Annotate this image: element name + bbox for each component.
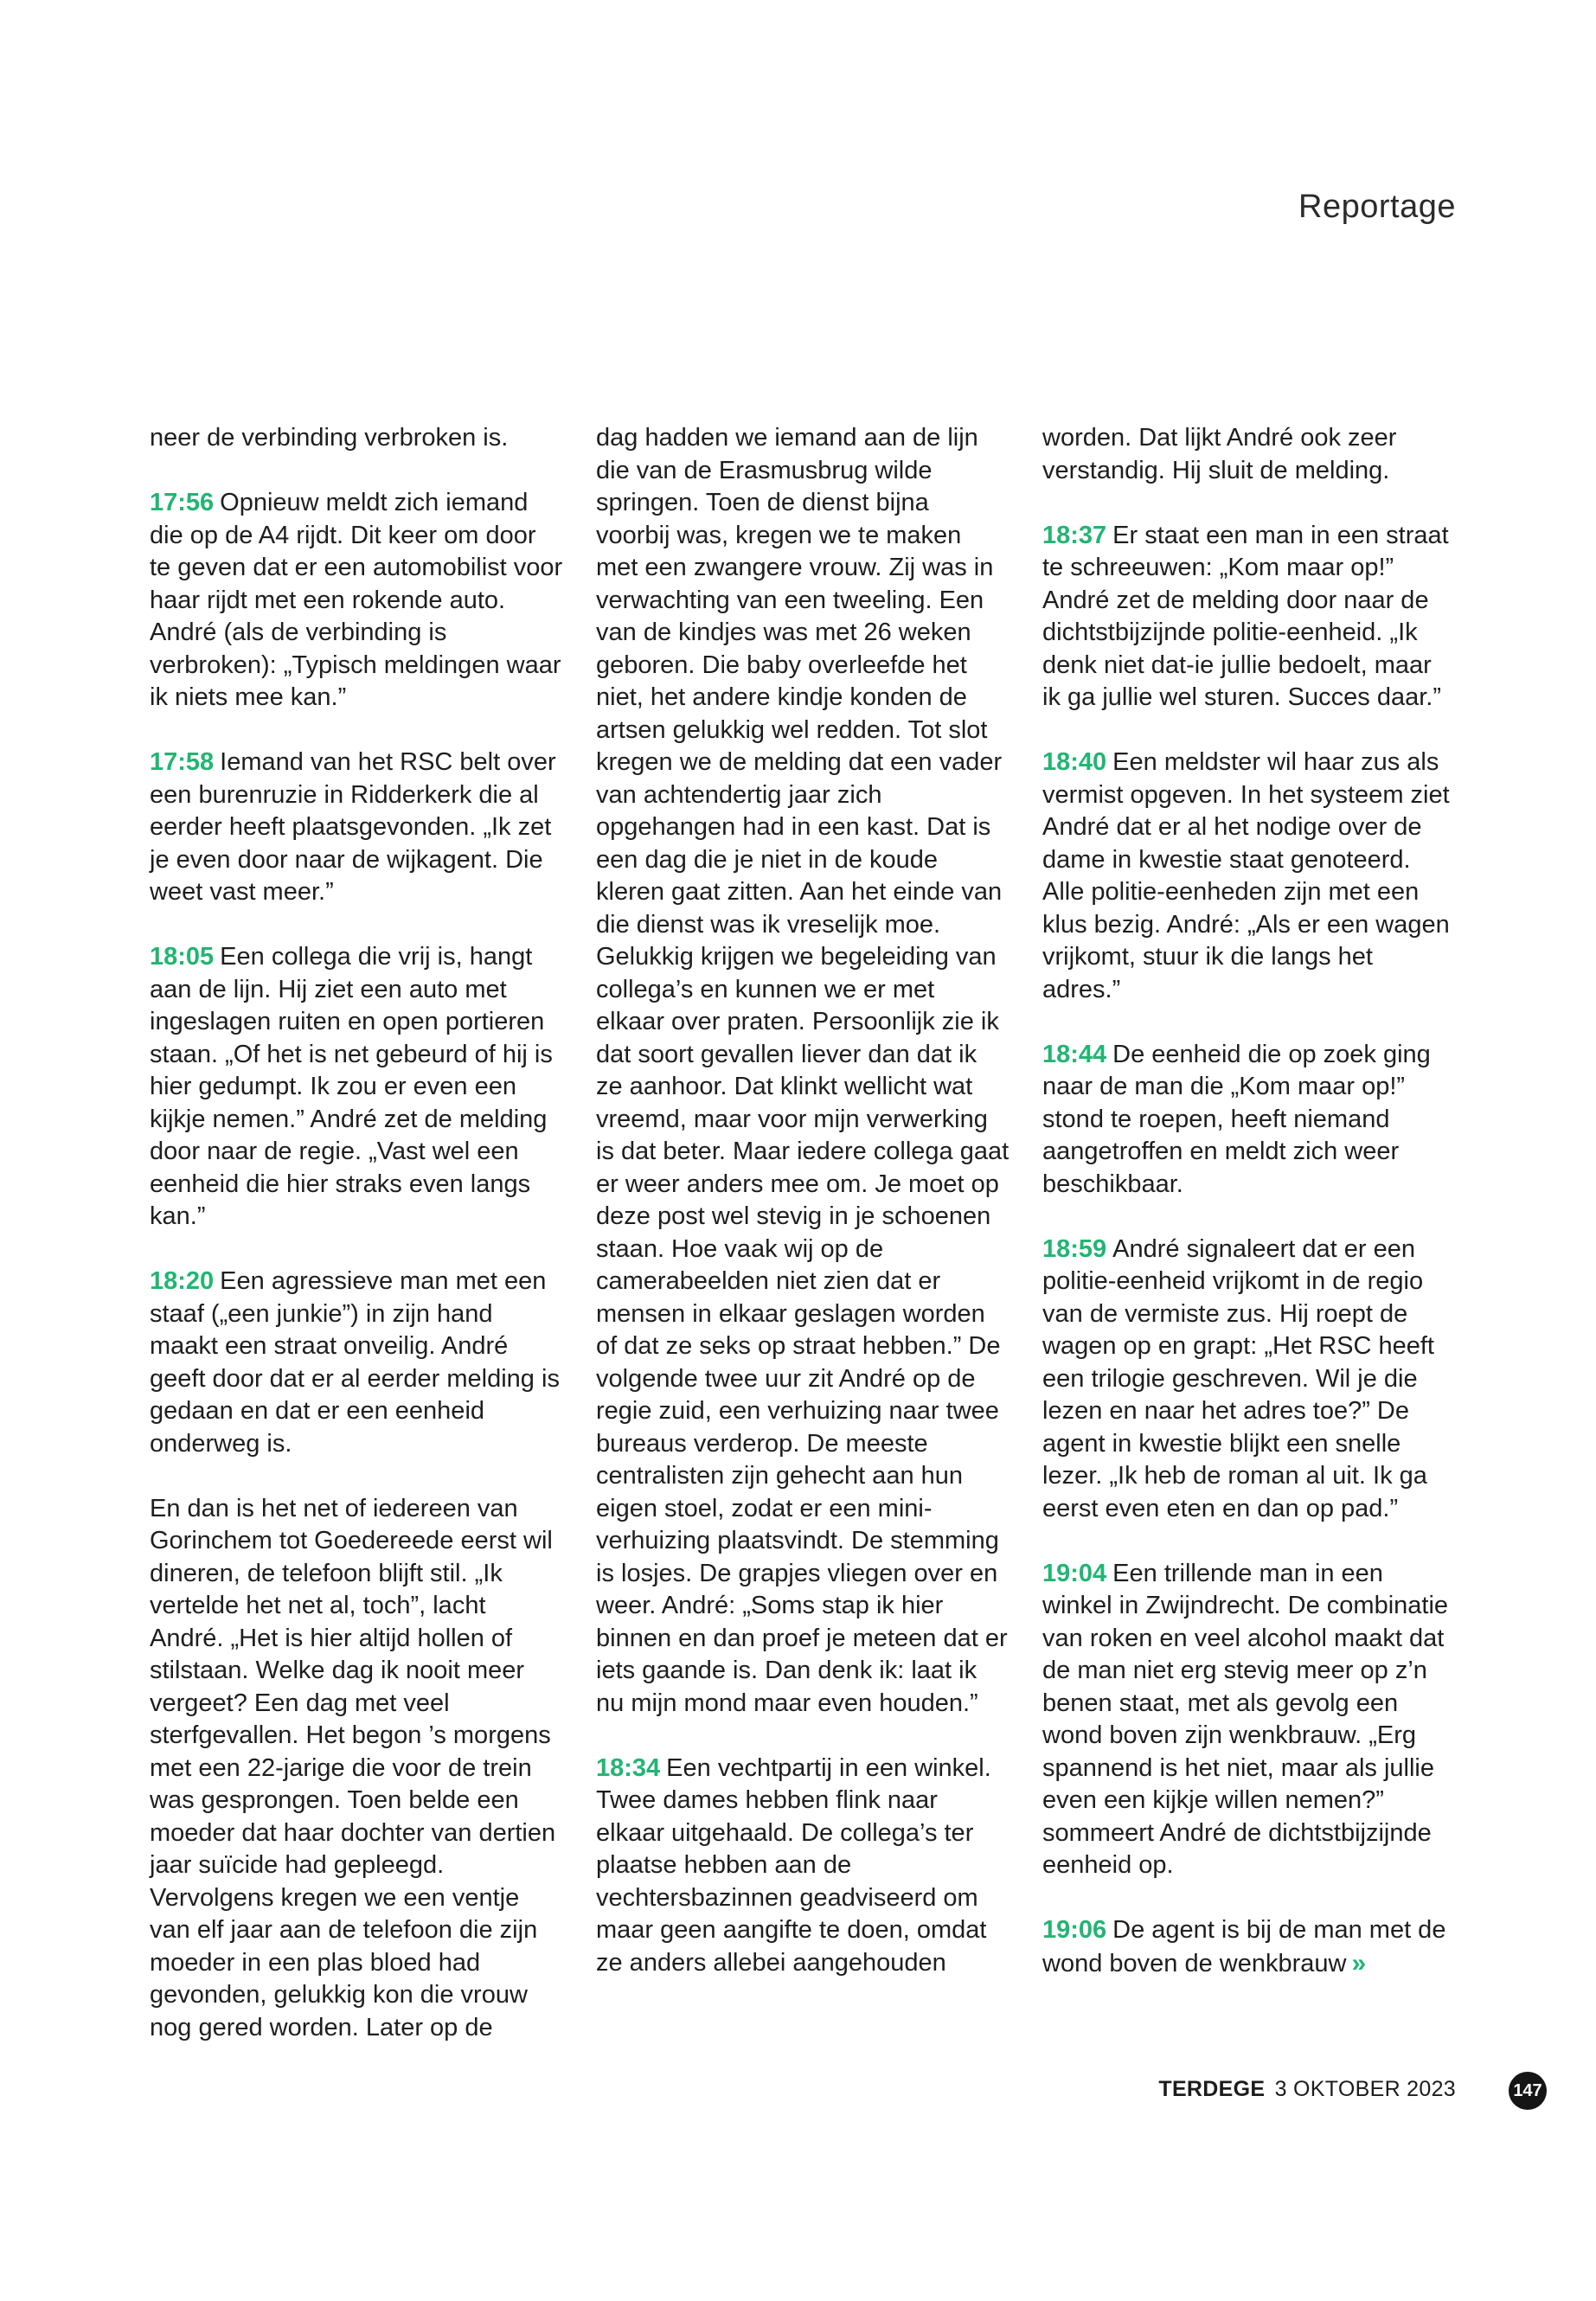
timestamp-entry: [1042, 747, 1456, 1006]
timestamp-entry: [150, 487, 563, 715]
timestamp: 18:05: [150, 943, 215, 971]
timestamp: 17:58: [150, 748, 215, 776]
paragraph: [596, 422, 1010, 1720]
page-footer: [1158, 2077, 1456, 2102]
timestamp-entry: [1042, 1558, 1456, 1882]
timestamp-entry: [596, 1753, 1010, 1980]
paragraph-text: dag hadden we iemand aan de lijn die van de Erasmusbrug wilde springen. Toen de dienst bijna voorbij was, kregen we te maken met een zwangere vrouw. Zij was in verwachting van een tweeling. Een van de kindjes was met 26 weken geboren. Die baby overleefde het niet, het andere kindje konden de artsen gelukkig wel redden. Tot slot kregen we de melding dat een vader van achtendertig jaar zich opgehangen had in een kast. Dat is een dag die je niet in de koude kleren gaat zitten. Aan het einde van die dienst was ik vreselijk moe. Gelukkig krijgen we begeleiding van collega’s en kunnen we er met elkaar over praten. Persoonlijk zie ik dat soort gevallen liever dan dat ik ze aanhoor. Dat klinkt wellicht wat vreemd, maar voor mijn verwerking is dat beter. Maar iedere collega gaat er weer anders mee om. Je moet op deze post wel stevig in je schoenen staan. Hoe vaak wij op de camerabeelden niet zien dat er mensen in elkaar geslagen worden of dat ze seks op straat hebben.” De volgende twee uur zit André op de regie zuid, een verhuizing naar twee bureaus verderop. De meeste centralisten zijn gehecht aan hun eigen stoel, zodat er een mini-verhuizing plaatsvindt. De stemming is losjes. De grapjes vliegen over en weer. André: „Soms stap ik hier binnen en dan proef je meteen dat er iets gaande is. Dan denk ik: laat ik nu mijn mond maar even houden.”: [596, 424, 1010, 1717]
timestamp-entry: [150, 1266, 563, 1460]
timestamp: 17:56: [150, 489, 215, 516]
entry-text: Opnieuw meldt zich iemand die op de A4 rijdt. Dit keer om door te geven dat er een automobilist voor haar rijdt met een rokende auto. André (als de verbinding is verbroken): „Typisch meldingen waar ik niets mee kan.”: [150, 489, 563, 711]
text-column-1: [150, 422, 563, 2044]
entry-text: Een agressieve man met een staaf („een junkie”) in zijn hand maakt een straat onveilig. André geeft door dat er al eerder melding is gedaan en dat er een eenheid onderweg is.: [150, 1267, 560, 1458]
timestamp: 19:06: [1042, 1916, 1107, 1944]
timestamp: 18:44: [1042, 1040, 1107, 1068]
entry-text: André signaleert dat er een politie-eenheid vrijkomt in de regio van de vermiste zus. Hij roept de wagen op en grapt: „Het RSC heeft een trilogie geschreven. Wil je die lezen en naar het adres toe?” De agent in kwestie blijkt een snelle lezer. „Ik heb de roman al uit. Ik ga eerst even eten en dan op pad.”: [1042, 1234, 1434, 1522]
entry-text: De eenheid die op zoek ging naar de man die „Kom maar op!” stond te roepen, heeft niemand aangetroffen en meldt zich weer beschikbaar.: [1042, 1040, 1431, 1198]
paragraph: [1042, 422, 1456, 487]
timestamp: 18:20: [150, 1267, 215, 1295]
section-label: Reportage: [1298, 189, 1456, 225]
timestamp: 18:34: [596, 1753, 661, 1782]
magazine-name: TERDEGE: [1158, 2077, 1266, 2101]
paragraph-text: worden. Dat lijkt André ook zeer verstandig. Hij sluit de melding.: [1042, 424, 1397, 484]
timestamp: 18:37: [1042, 521, 1107, 549]
entry-text: Er staat een man in een straat te schreeuwen: „Kom maar op!” André zet de melding door naar de dichtstbijzijnde politie-eenheid. „Ik denk niet dat-ie jullie bedoelt, maar ik ga jullie wel sturen. Succes daar.”: [1042, 521, 1449, 711]
entry-text: Een collega die vrij is, hangt aan de lijn. Hij ziet een auto met ingeslagen ruiten en open portieren staan. „Of het is net gebeurd of hij is hier gedumpt. Ik zou er even een kijkje nemen.” André zet de melding door naar de regie. „Vast wel een eenheid die hier straks even langs kan.”: [150, 943, 553, 1230]
timestamp: 18:59: [1042, 1234, 1107, 1263]
entry-text: Iemand van het RSC belt over een burenruzie in Ridderkerk die al eerder heeft plaatsgevonden. „Ik zet je even door naar de wijkagent. Die weet vast meer.”: [150, 748, 556, 906]
timestamp-entry: [1042, 1039, 1456, 1202]
continue-arrow-icon: »: [1351, 1948, 1367, 1977]
timestamp-entry: [150, 941, 563, 1234]
issue-date: 3 OKTOBER 2023: [1274, 2077, 1456, 2101]
timestamp: 18:40: [1042, 748, 1107, 776]
timestamp-entry: [150, 747, 563, 909]
paragraph-text: En dan is het net of iedereen van Gorinchem tot Goedereede eerst wil dineren, de telefoon blijft stil. „Ik vertelde het net al, toch”, lacht André. „Het is hier altijd hollen of stilstaan. Welke dag ik nooit meer vergeet? Een dag met veel sterfgevallen. Het begon ’s morgens met een 22-jarige die voor de trein was gesprongen. Toen belde een moeder dat haar dochter van dertien jaar suïcide had gepleegd. Vervolgens kregen we een ventje van elf jaar aan de telefoon die zijn moeder in een plas bloed had gevonden, gelukkig kon die vrouw nog gered worden. Later op de: [150, 1494, 556, 2041]
paragraph: [150, 1493, 563, 2045]
text-column-2: [596, 422, 1010, 1979]
text-column-3: [1042, 422, 1456, 1980]
timestamp-entry: [1042, 1234, 1456, 1526]
page-number-badge: 147: [1509, 2072, 1547, 2110]
timestamp-entry: [1042, 1914, 1456, 1980]
timestamp: 19:04: [1042, 1559, 1107, 1587]
entry-text: Een meldster wil haar zus als vermist opgeven. In het systeem ziet André dat er al het nodige over de dame in kwestie staat genoteerd. Alle politie-eenheden zijn met een klus bezig. André: „Als er een wagen vrijkomt, stuur ik die langs het adres.”: [1042, 748, 1450, 1003]
entry-text: De agent is bij de man met de wond boven de wenkbrauw: [1042, 1916, 1446, 1977]
paragraph-text: neer de verbinding verbroken is.: [150, 424, 509, 452]
entry-text: Een vechtpartij in een winkel. Twee dames hebben flink naar elkaar uitgehaald. De collega’s ter plaatse hebben aan de vechtersbazinnen geadviseerd om maar geen aangifte te doen, omdat ze anders allebei aangehouden: [596, 1753, 991, 1977]
entry-text: Een trillende man in een winkel in Zwijndrecht. De combinatie van roken en veel alcohol maakt dat de man niet erg stevig meer op z’n benen staat, met als gevolg een wond boven zijn wenkbrauw. „Erg spannend is het niet, maar als jullie even een kijkje willen nemen?” sommeert André de dichtstbijzijnde eenheid op.: [1042, 1559, 1449, 1879]
timestamp-entry: [1042, 520, 1456, 715]
paragraph: [150, 422, 563, 455]
